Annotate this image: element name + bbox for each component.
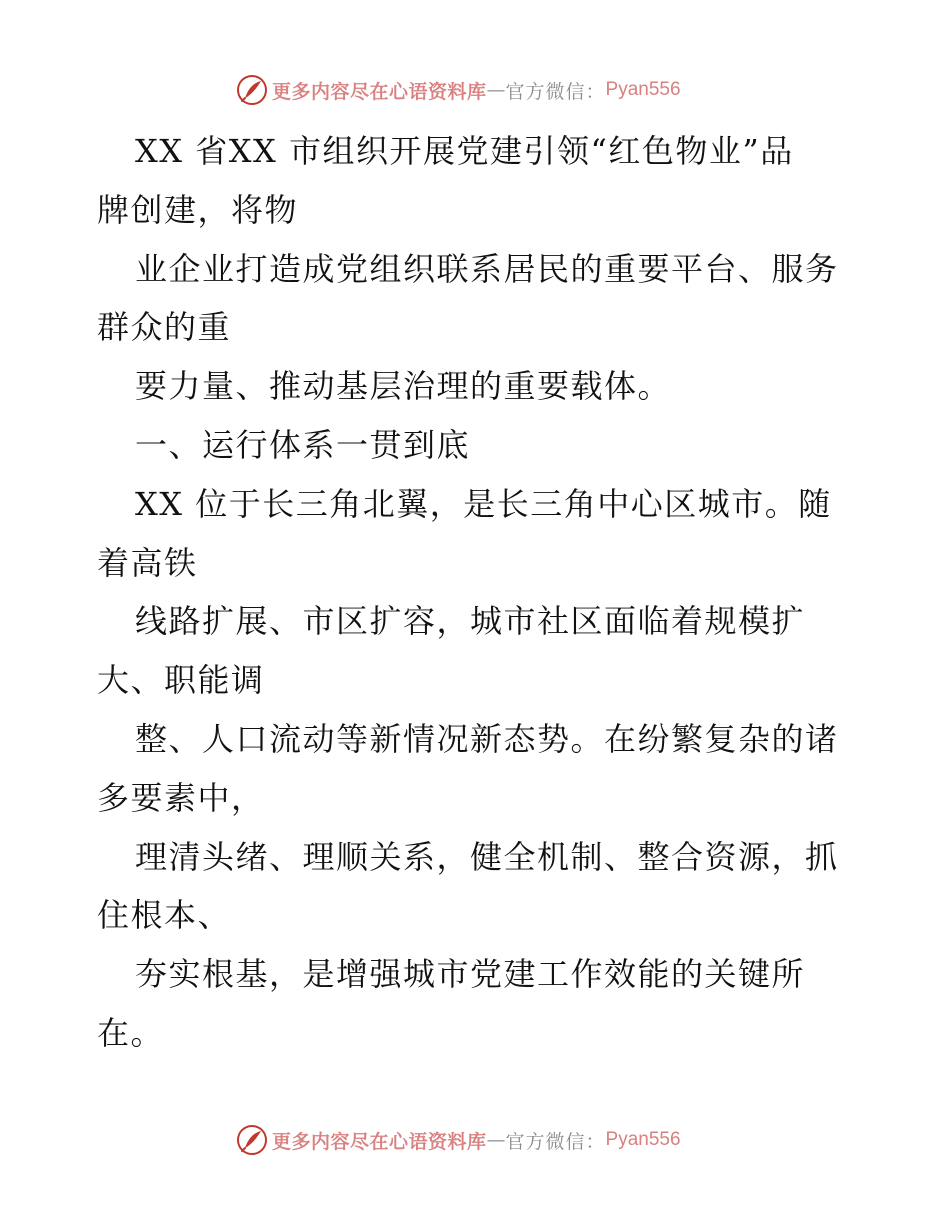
watermark-main-text: 更多内容尽在心语资料库 [272, 80, 487, 103]
text-line: XX 省XX 市组织开展党建引领“红色物业”品 [135, 132, 794, 170]
text-line: 业企业打造成党组织联系居民的重要平台、服务 [135, 249, 839, 288]
section-heading: 一、运行体系一贯到底 [135, 425, 471, 464]
text-line: 牌创建，将物 [97, 190, 299, 229]
text-line: 着高铁 [97, 543, 198, 582]
text-line: 在。 [97, 1013, 165, 1052]
text-line: 夯实根基，是增强城市党建工作效能的关键所 [135, 955, 806, 994]
watermark-main-text: 更多内容尽在心语资料库 [272, 1130, 487, 1153]
text-line: 多要素中， [97, 778, 265, 817]
text-line: 线路扩展、市区扩容，城市社区面临着规模扩 [135, 602, 806, 641]
watermark-wechat-label: 官方微信： [505, 80, 606, 103]
feather-pen-logo-icon [236, 1124, 268, 1156]
header-watermark [236, 73, 681, 107]
watermark-wechat-id: Pyan556 [605, 1129, 681, 1150]
text-line: 大、职能调 [97, 661, 265, 700]
text-line: 要力量、推动基层治理的重要载体。 [135, 367, 672, 406]
text-line: 住根本、 [97, 896, 232, 935]
text-line: 整、人口流动等新情况新态势。在纷繁复杂的诸 [135, 719, 839, 758]
footer-watermark [236, 1123, 681, 1157]
text-line: 理清头绪、理顺关系，健全机制、整合资源，抓 [135, 837, 839, 876]
text-line: 群众的重 [97, 308, 232, 347]
watermark-dash: — [486, 1129, 506, 1151]
watermark-wechat-id: Pyan556 [605, 79, 681, 100]
watermark-dash: — [486, 79, 506, 101]
document-body [97, 122, 867, 1063]
watermark-wechat-label: 官方微信： [505, 1130, 606, 1153]
feather-pen-logo-icon [236, 74, 268, 106]
text-line: XX 位于长三角北翼，是长三角中心区城市。随 [135, 484, 832, 523]
